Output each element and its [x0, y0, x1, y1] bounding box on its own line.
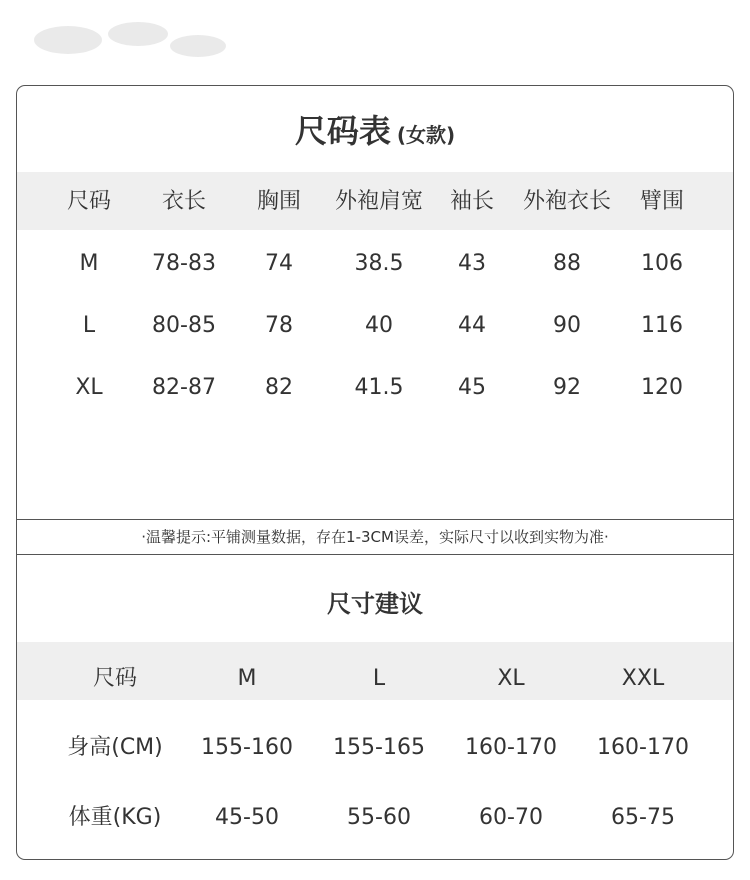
table-cell: 106 [641, 251, 683, 276]
table-cell: 55-60 [347, 805, 411, 830]
table-cell: XL [75, 375, 103, 400]
size-chart-title-subtitle: (女款) [396, 123, 456, 147]
size-chart-header-cell: 尺码 [66, 189, 111, 214]
table-cell: 身高(CM) [67, 735, 163, 760]
table-cell: 78 [265, 313, 293, 338]
table-cell: L [82, 313, 96, 338]
size-chart-title [17, 106, 733, 150]
table-cell: 体重(KG) [68, 805, 162, 830]
table-cell: 60-70 [479, 805, 543, 830]
size-chart-header-cell: 臂围 [639, 189, 684, 214]
recommendation-title: 尺寸建议 [327, 590, 423, 618]
size-chart-header-cell: 袖长 [449, 189, 494, 214]
table-cell: 155-160 [201, 735, 293, 760]
table-cell: 155-165 [333, 735, 425, 760]
table-cell: 74 [265, 251, 293, 276]
table-cell: 65-75 [611, 805, 675, 830]
table-cell: 45-50 [215, 805, 279, 830]
table-cell: 90 [553, 313, 581, 338]
table-cell: 82 [265, 375, 293, 400]
table-cell: 88 [553, 251, 581, 276]
table-cell: 160-170 [597, 735, 689, 760]
table-cell: 116 [641, 313, 683, 338]
size-chart-card [16, 85, 734, 860]
recommendation-header-cell: L [372, 666, 386, 691]
table-cell: 38.5 [354, 251, 404, 276]
table-cell: 80-85 [152, 313, 216, 338]
faded-watermark-graphic [28, 10, 238, 70]
table-cell: 82-87 [152, 375, 216, 400]
recommendation-header-cell: M [237, 666, 257, 691]
recommendation-header-cell: XXL [621, 666, 665, 691]
measurement-tip: ·温馨提示:平铺测量数据，存在1-3CM误差，实际尺寸以收到实物为准· [141, 528, 609, 546]
table-cell: 78-83 [152, 251, 216, 276]
size-chart-header-cell: 胸围 [256, 189, 301, 214]
table-cell: 40 [365, 313, 393, 338]
table-cell: 120 [641, 375, 683, 400]
table-cell: 92 [553, 375, 581, 400]
table-cell: 44 [458, 313, 486, 338]
size-chart-header-cell: 衣长 [161, 189, 206, 214]
table-cell: 41.5 [354, 375, 404, 400]
table-cell: 45 [458, 375, 486, 400]
divider-bottom [17, 554, 733, 555]
recommendation-header-cell: 尺码 [92, 666, 137, 691]
size-chart-header-cell: 外袍衣长 [522, 189, 611, 214]
recommendation-header-cell: XL [497, 666, 525, 691]
table-cell: M [79, 251, 99, 276]
table-cell: 160-170 [465, 735, 557, 760]
size-chart-header-cell: 外袍肩宽 [334, 189, 423, 214]
table-cell: 43 [458, 251, 486, 276]
size-chart-title-main: 尺码表 [294, 112, 391, 150]
